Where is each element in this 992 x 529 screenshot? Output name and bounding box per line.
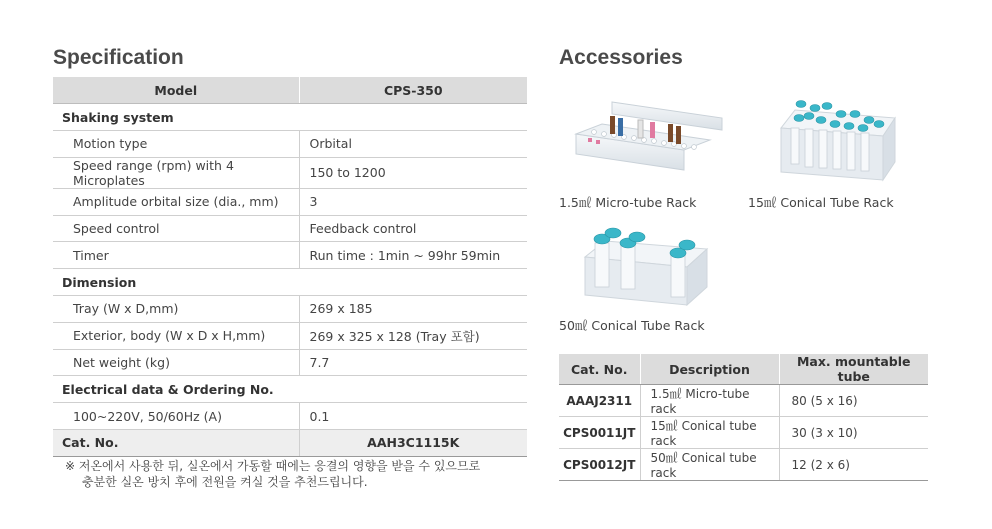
table-row: [559, 385, 928, 417]
accessories-table: [559, 354, 928, 481]
row-value: 150 to 1200: [299, 157, 527, 188]
conical-50ml-rack-caption: 50㎖ Conical Tube Rack: [559, 318, 705, 333]
accessories-title: Accessories: [559, 46, 683, 69]
row-value: 0.1: [299, 403, 527, 430]
row-label: Speed range (rpm) with 4 Microplates: [53, 157, 299, 188]
row-label: Speed control: [53, 215, 299, 242]
cat-no-cell: AAAJ2311: [559, 385, 640, 417]
row-value: 7.7: [299, 349, 527, 376]
table-row: [559, 417, 928, 449]
row-value: 269 x 185: [299, 296, 527, 323]
row-label: Motion type: [53, 131, 299, 158]
table-row: [53, 157, 527, 188]
row-value: Feedback control: [299, 215, 527, 242]
note-line-2: 충분한 실온 방치 후에 전원을 켜실 것을 추천드립니다.: [82, 475, 368, 489]
table-row: [53, 322, 527, 349]
description-header: Description: [640, 354, 779, 385]
group-shaking-system: Shaking system: [53, 104, 527, 131]
specification-title: Specification: [53, 46, 184, 69]
row-label: Timer: [53, 242, 299, 269]
micro-tube-rack-image: [572, 96, 728, 186]
row-label: Exterior, body (W x D x H,mm): [53, 322, 299, 349]
table-row: [53, 296, 527, 323]
table-row: [559, 449, 928, 481]
table-header-row: [53, 77, 527, 104]
conical-50ml-rack-image: [583, 225, 711, 310]
conical-15ml-rack-caption: 15㎖ Conical Tube Rack: [748, 195, 894, 210]
cat-no-value: AAH3C1115K: [299, 430, 527, 457]
note-line-1: ※ 저온에서 사용한 뒤, 실온에서 가동할 때에는 응결의 영향을 받을 수 있으므로: [65, 459, 481, 473]
micro-tube-rack-caption: 1.5㎖ Micro-tube Rack: [559, 195, 697, 210]
max-tube-cell: 30 (3 x 10): [779, 417, 928, 449]
table-row: [53, 215, 527, 242]
description-cell: 50㎖ Conical tube rack: [640, 449, 779, 481]
conical-15ml-rack-image: [779, 98, 899, 188]
model-header: Model: [53, 77, 299, 104]
row-label: Tray (W x D,mm): [53, 296, 299, 323]
model-value-header: CPS-350: [299, 77, 527, 104]
table-header-row: [559, 354, 928, 385]
table-row: [53, 131, 527, 158]
cat-no-label: Cat. No.: [53, 430, 299, 457]
cat-no-cell: CPS0011JT: [559, 417, 640, 449]
table-row: [53, 242, 527, 269]
row-label: Amplitude orbital size (dia., mm): [53, 188, 299, 215]
row-value: Run time : 1min ~ 99hr 59min: [299, 242, 527, 269]
table-row: [53, 188, 527, 215]
cat-no-row: [53, 430, 527, 457]
description-cell: 15㎖ Conical tube rack: [640, 417, 779, 449]
description-cell: 1.5㎖ Micro-tube rack: [640, 385, 779, 417]
group-dimension: Dimension: [53, 269, 527, 296]
cat-no-header: Cat. No.: [559, 354, 640, 385]
specification-table: [53, 77, 527, 457]
table-row: [53, 349, 527, 376]
max-tube-cell: 12 (2 x 6): [779, 449, 928, 481]
group-electrical: Electrical data & Ordering No.: [53, 376, 527, 403]
cat-no-cell: CPS0012JT: [559, 449, 640, 481]
table-row: [53, 403, 527, 430]
row-label: 100~220V, 50/60Hz (A): [53, 403, 299, 430]
max-tube-cell: 80 (5 x 16): [779, 385, 928, 417]
usage-note: [65, 458, 480, 490]
row-value: 3: [299, 188, 527, 215]
row-value: Orbital: [299, 131, 527, 158]
row-value: 269 x 325 x 128 (Tray 포함): [299, 322, 527, 349]
max-tube-header: Max. mountable tube: [779, 354, 928, 385]
row-label: Net weight (kg): [53, 349, 299, 376]
